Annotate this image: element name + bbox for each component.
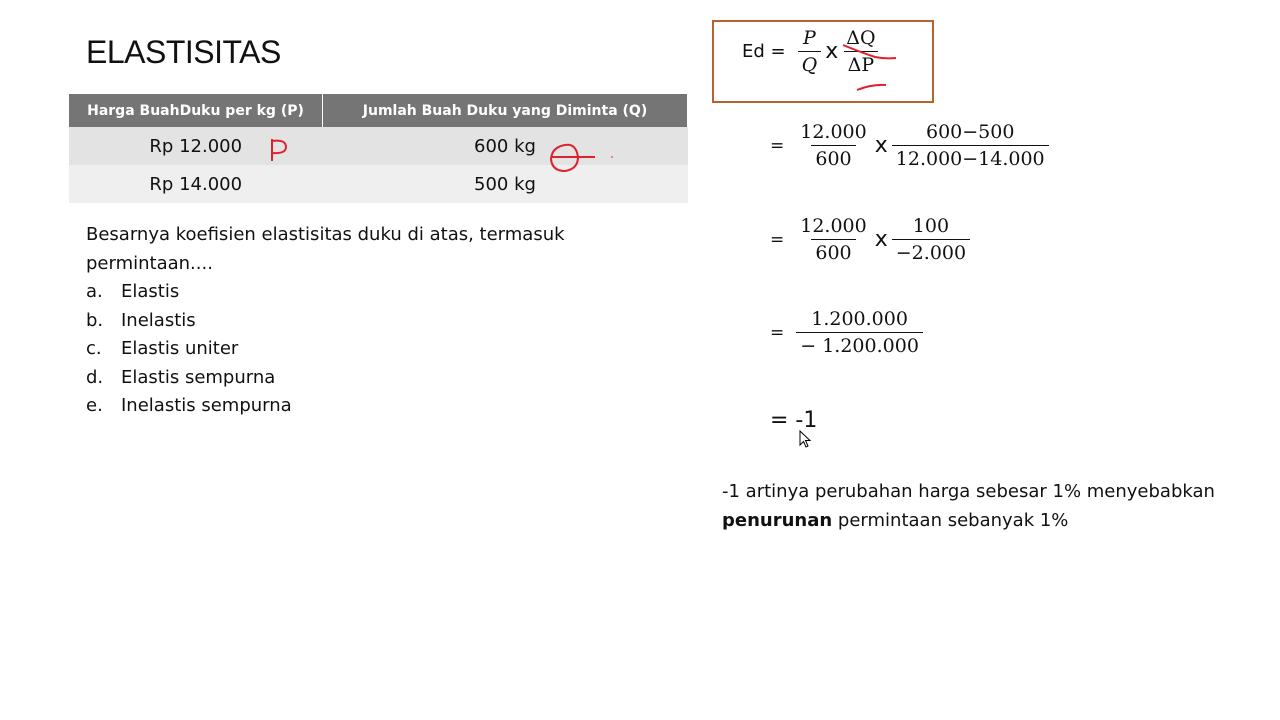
cell-price: Rp 14.000: [69, 165, 323, 203]
times-sign: x: [874, 133, 888, 158]
option-text: Elastis sempurna: [121, 366, 276, 388]
result: = -1: [770, 408, 818, 433]
option-text: Elastis uniter: [121, 338, 239, 359]
explanation-bold: penurunan: [722, 509, 833, 531]
question-block: [86, 221, 646, 421]
fraction: [892, 215, 970, 264]
option-letter: c.: [86, 338, 102, 359]
slide-title: ELASTISITAS: [86, 34, 281, 70]
numerator: 100: [912, 215, 950, 237]
denominator: 600: [811, 145, 855, 170]
numerator: P: [803, 27, 816, 49]
option-c: [86, 335, 646, 364]
denominator: 12.000−14.000: [892, 145, 1049, 170]
denominator: Q: [798, 51, 822, 76]
header-quantity: Jumlah Buah Duku yang Diminta (Q): [323, 94, 688, 127]
handwritten-annotations: [260, 135, 620, 180]
times-sign: x: [825, 39, 839, 64]
step-3: [770, 308, 923, 357]
cell-price: Rp 12.000: [69, 127, 323, 165]
option-b: [86, 307, 646, 336]
fraction: [892, 121, 1049, 170]
numerator: 12.000: [800, 215, 867, 237]
explanation: [722, 478, 1262, 535]
option-d: [86, 364, 646, 393]
cell-quantity: 600 kg: [323, 127, 688, 165]
equals-sign: =: [770, 135, 785, 156]
cell-quantity: 500 kg: [323, 165, 688, 203]
formula-lhs: Ed =: [742, 41, 786, 62]
option-text: Elastis: [121, 281, 180, 302]
step-1: [770, 121, 1049, 170]
fraction: [796, 308, 923, 357]
option-text: Inelastis: [121, 309, 196, 331]
numerator: ΔQ: [846, 27, 876, 49]
mouse-cursor-icon: [799, 430, 813, 450]
fraction-p-over-q: [798, 27, 822, 76]
numerator: 1.200.000: [811, 308, 908, 330]
fraction: [796, 121, 870, 170]
option-letter: d.: [86, 366, 104, 388]
option-letter: e.: [86, 395, 103, 416]
times-sign: x: [874, 227, 888, 252]
fraction: [796, 215, 870, 264]
equals-sign: =: [770, 229, 785, 250]
option-text: Inelastis sempurna: [121, 395, 292, 416]
question-text: Besarnya koefisien elastisitas duku di atas, termasuk permintaan....: [86, 224, 565, 274]
equals-sign: =: [770, 322, 785, 343]
numerator: 600−500: [925, 121, 1015, 143]
denominator: − 1.200.000: [796, 332, 923, 357]
option-letter: a.: [86, 281, 103, 302]
handwritten-underlines: [840, 40, 900, 95]
option-e: [86, 392, 646, 421]
explanation-rest: permintaan sebanyak 1%: [832, 509, 1069, 531]
option-letter: b.: [86, 309, 104, 331]
denominator: ΔP: [844, 51, 879, 76]
option-a: [86, 278, 646, 307]
step-2: [770, 215, 970, 264]
numerator: 12.000: [800, 121, 867, 143]
denominator: 600: [811, 239, 855, 264]
denominator: −2.000: [892, 239, 970, 264]
explanation-line-2: [722, 507, 1262, 536]
explanation-line-1: -1 artinya perubahan harga sebesar 1% menyebabkan: [722, 481, 1215, 502]
header-price: Harga BuahDuku per kg (P): [69, 94, 323, 127]
